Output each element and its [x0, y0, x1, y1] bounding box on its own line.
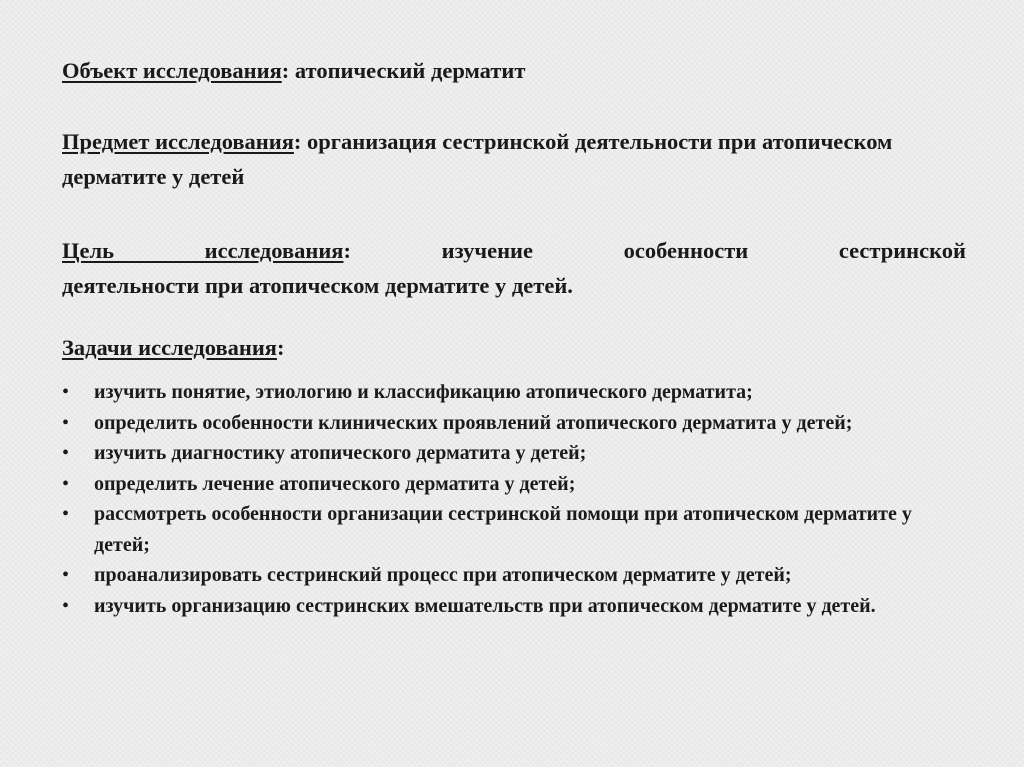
task-text: рассмотреть особенности организации сестринской помощи при атопическом дерматите у детей;	[94, 503, 912, 556]
object-heading: Объект исследования	[62, 58, 282, 83]
goal-paragraph	[62, 233, 966, 303]
task-text: определить лечение атопического дерматита у детей;	[94, 472, 576, 495]
object-paragraph: Объект исследования: атопический дерматит	[62, 58, 526, 83]
goal-text-line2: деятельности при атопическом дерматите у детей.	[62, 273, 573, 298]
subject-heading: Предмет исследования	[62, 129, 294, 154]
task-text: проанализировать сестринский процесс при атопическом дерматите у детей;	[94, 564, 792, 586]
bullet-icon: •	[62, 381, 70, 403]
object-text: атопический дерматит	[294, 58, 526, 83]
task-text: изучить диагностику атопического дерматита у детей;	[94, 442, 587, 464]
list-item	[62, 438, 942, 469]
bullet-icon: •	[62, 411, 70, 434]
bullet-icon: •	[62, 594, 70, 617]
subject-text: организация сестринской деятельности при атопическом дерматите у детей	[62, 129, 893, 189]
subject-paragraph: Предмет исследования: организация сестринской деятельности при атопическом дерматите у детей	[62, 129, 893, 189]
bullet-icon: •	[62, 564, 70, 586]
goal-heading: Цель исследования	[62, 238, 344, 263]
list-item	[62, 377, 942, 408]
list-item	[62, 408, 942, 439]
goal-text-line1: изучение особенности сестринской	[441, 238, 966, 263]
list-item	[62, 499, 942, 560]
tasks-list	[62, 377, 942, 621]
list-item	[62, 560, 942, 591]
task-text: изучить организацию сестринских вмешательств при атопическом дерматите у детей.	[94, 594, 876, 617]
tasks-heading: Задачи исследования	[62, 335, 277, 360]
goal-first-line: Цель исследования: изучение особенности сестринской	[62, 238, 966, 263]
task-text: определить особенности клинических проявлений атопического дерматита у детей;	[94, 411, 853, 434]
task-text: изучить понятие, этиологию и классификацию атопического дерматита;	[94, 381, 753, 403]
tasks-heading-paragraph: Задачи исследования:	[62, 335, 285, 360]
bullet-icon: •	[62, 472, 70, 495]
slide	[62, 0, 966, 767]
list-item	[62, 469, 942, 500]
list-item	[62, 591, 942, 622]
bullet-icon: •	[62, 442, 70, 464]
bullet-icon: •	[62, 503, 70, 525]
